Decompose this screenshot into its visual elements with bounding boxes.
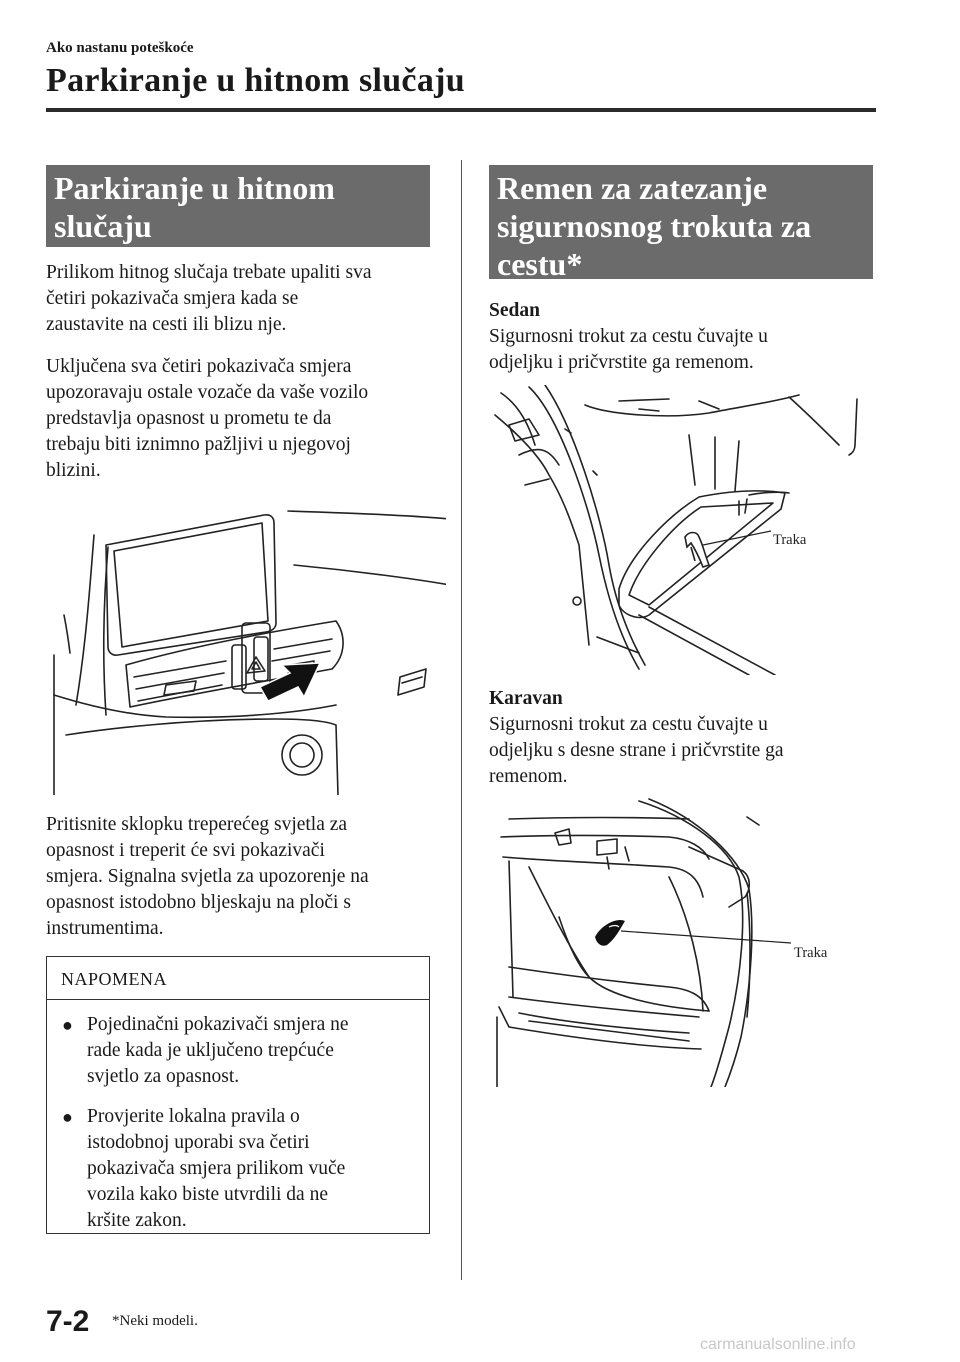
note-box: [46, 956, 430, 1234]
text-line: odjeljku s desne strane i pričvrstite ga: [489, 740, 784, 761]
callout-line: [621, 931, 791, 943]
section-heading-line: Parkiranje u hitnom: [54, 170, 335, 206]
text-line: Pojedinačni pokazivači smjera ne: [87, 1014, 349, 1035]
sedan-strap-label: Traka: [773, 532, 807, 548]
paragraph-1: [46, 260, 446, 338]
text-line: zaustavite na cesti ili blizu nje.: [46, 314, 287, 335]
text-line: blizini.: [46, 460, 101, 481]
hazard-switch-illustration: [46, 505, 446, 795]
text-line: opasnost i treperit će svi pokazivači: [46, 840, 325, 861]
karavan-text: [489, 712, 889, 790]
sedan-heading: Sedan: [489, 300, 540, 321]
wagon-trunk-illustration: [489, 797, 869, 1087]
page-number: 7-2: [46, 1305, 90, 1338]
section-heading-triangle-strap: [489, 165, 873, 282]
text-line: četiri pokazivača smjera kada se: [46, 288, 299, 309]
wagon-strap-label: Traka: [794, 945, 828, 961]
text-line: svjetlo za opasnost.: [87, 1066, 240, 1087]
title-rule: [46, 108, 876, 112]
sedan-trunk-illustration: [489, 385, 869, 675]
section-heading-line: slučaju: [54, 208, 152, 244]
text-line: vozila kako biste utvrdili da ne: [87, 1184, 328, 1205]
text-line: opasnost istodobno bljeskaju na ploči s: [46, 892, 351, 913]
text-line: instrumentima.: [46, 918, 164, 939]
column-divider: [461, 160, 462, 1280]
karavan-heading: Karavan: [489, 688, 563, 709]
section-heading-line: Remen za zatezanje: [497, 170, 768, 206]
note-list: [47, 1012, 429, 1234]
text-line: kršite zakon.: [87, 1210, 187, 1231]
text-line: Prilikom hitnog slučaja trebate upaliti sva: [46, 262, 372, 283]
sedan-text: [489, 324, 889, 376]
section-heading-line: sigurnosnog trokuta za: [497, 208, 812, 244]
note-heading: NAPOMENA: [47, 957, 429, 1000]
footnote: *Neki modeli.: [112, 1313, 198, 1329]
text-line: Sigurnosni trokut za cestu čuvajte u: [489, 714, 768, 735]
watermark: carmanualsonline.info: [700, 1336, 856, 1353]
text-line: upozoravaju ostale vozače da vaše vozilo: [46, 382, 369, 403]
section-heading-emergency-parking: [46, 165, 430, 247]
text-line: smjera. Signalna svjetla za upozorenje na: [46, 866, 369, 887]
text-line: Uključena sva četiri pokazivača smjera: [46, 356, 352, 377]
text-line: Provjerite lokalna pravila o: [87, 1106, 300, 1127]
bullet-icon: ●: [62, 1015, 73, 1035]
bullet-icon: ●: [62, 1107, 73, 1127]
text-line: Pritisnite sklopku treperećeg svjetla za: [46, 814, 348, 835]
page-title: Parkiranje u hitnom slučaju: [46, 62, 465, 99]
text-line: Sigurnosni trokut za cestu čuvajte u: [489, 326, 768, 347]
text-line: predstavlja opasnost u prometu te da: [46, 408, 332, 429]
intro-text: [46, 260, 446, 500]
chapter-kicker: Ako nastanu poteškoće: [46, 40, 194, 56]
text-line: trebaju biti iznimno pažljivi u njegovoj: [46, 434, 351, 455]
section-heading-line: cestu*: [497, 246, 583, 282]
hazard-instructions: [46, 812, 446, 942]
text-line: istodobnoj uporabi sva četiri: [87, 1132, 310, 1153]
paragraph-2: [46, 354, 446, 484]
note-item: [47, 1104, 429, 1234]
text-line: remenom.: [489, 766, 568, 787]
note-item: [47, 1012, 429, 1090]
text-line: odjeljku i pričvrstite ga remenom.: [489, 352, 754, 373]
text-line: pokazivača smjera prilikom vuče: [87, 1158, 346, 1179]
text-line: rade kada je uključeno trepćuće: [87, 1040, 334, 1061]
